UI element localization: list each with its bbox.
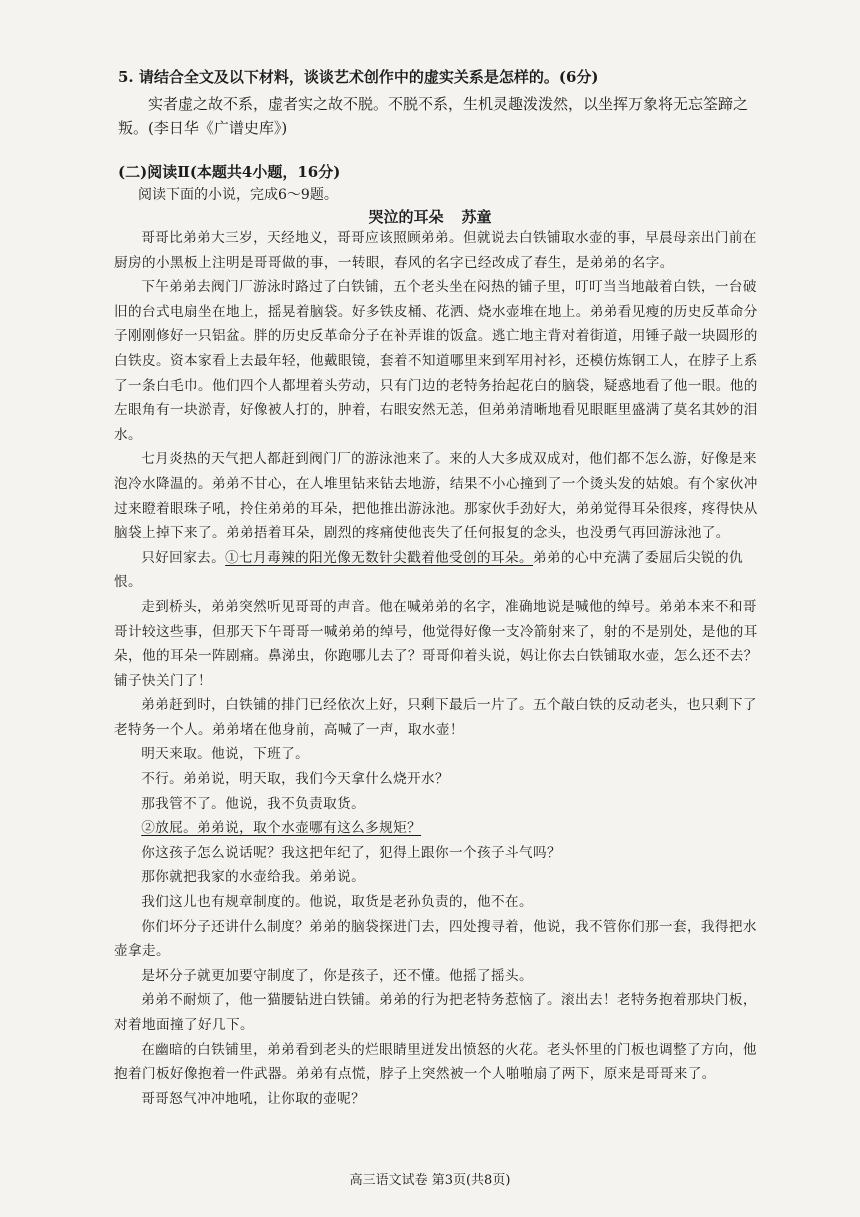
question-5-prompt: 5. 请结合全文及以下材料，谈谈艺术创作中的虚实关系是怎样的。(6分) (118, 68, 599, 86)
underlined-sentence-1: ①七月毒辣的阳光像无数针尖戳着他受创的耳朵。 (225, 549, 534, 566)
paragraph: 走到桥头，弟弟突然听见哥哥的声音。他在喊弟弟的名字，准确地说是喊他的绰号。弟弟本来不和哥哥计较这些事，但那天下午哥哥一喊弟弟的绰号，他觉得好像一支冷箭射来了，射的不是别处，是他的耳朵，他的耳朵一阵剧痛。鼻涕虫，你跑哪儿去了？哥哥仰着头说，妈让你去白铁铺取水壶，怎么还不去？铺子快关门了！ (114, 598, 758, 689)
paragraph: 我们这儿也有规章制度的。他说，取货是老孙负责的，他不在。 (141, 894, 534, 911)
paragraph: 下午弟弟去阀门厂游泳时路过了白铁铺，五个老头坐在闷热的铺子里，叮叮当当地敲着白铁，一台破旧的台式电扇坐在地上，摇晃着脑袋。好多铁皮桶、花洒、烧水壶堆在地上。弟弟看见瘦的历史反革命分子刚刚修好一只铝盆。胖的历史反革命分子在补弄谁的饭盒。逃亡地主背对着街道，用锤子敲一块圆形的白铁皮。资本家看上去最年轻，他戴眼镜，套着不知道哪里来到军用衬衫，还模仿炼钢工人，在脖子上系了一条白毛巾。他们四个人都埋着头劳动，只有门边的老特务抬起花白的脑袋，疑惑地看了他一眼。他的左眼角有一块淤青，好像被人打的，肿着，右眼安然无恙，但弟弟清晰地看见眼眶里盛满了莫名其妙的泪水。 (114, 279, 758, 443)
paragraph (114, 546, 764, 595)
paragraph: 明天来取。他说，下班了。 (141, 746, 310, 763)
paragraph: 你们坏分子还讲什么制度？弟弟的脑袋探进门去，四处搜寻着，他说，我不管你们那一套，我得把水壶拿走。 (114, 918, 757, 960)
underlined-sentence-2: ②放屁。弟弟说，取个水壶哪有这么多规矩？ (141, 820, 422, 837)
paragraph: 哥哥怒气冲冲地吼，让你取的壶呢？ (141, 1090, 366, 1107)
paragraph: 七月炎热的天气把人都赶到阀门厂的游泳池来了。来的人大多成双成对，他们都不怎么游，好像是来泡冷水降温的。弟弟不甘心，在人堆里钻来钻去地游，结果不小心撞到了一个烫头发的姑娘。有个家伙冲过来瞪着眼珠子吼，拎住弟弟的耳朵，把他推出游泳池。那家伙手劲好大，弟弟觉得耳朵很疼，疼得快从脑袋上掉下来了。弟弟捂着耳朵，剧烈的疼痛使他丧失了任何报复的念头，也没勇气再回游泳池了。 (114, 451, 758, 542)
section-instruction: 阅读下面的小说，完成6～9题。 (138, 187, 338, 203)
paragraph: 不行。弟弟说，明天取，我们今天拿什么烧开水？ (141, 771, 450, 788)
story-author: 苏童 (461, 208, 492, 226)
paragraph: 弟弟不耐烦了，他一猫腰钻进白铁铺。弟弟的行为把老特务惹恼了。滚出去！老特务抱着那块门板，对着地面撞了好几下。 (114, 992, 757, 1033)
paragraph: 那我管不了。他说，我不负责取货。 (141, 795, 366, 812)
story-body (114, 226, 764, 1111)
paragraph: 哥哥比弟弟大三岁，天经地义，哥哥应该照顾弟弟。但就说去白铁铺取水壶的事，早晨母亲出门前在厨房的小黑板上注明是哥哥做的事，一转眼，春风的名字已经改成了春生，是弟弟的名字。 (114, 230, 757, 271)
paragraph-text: 只好回家去。 (141, 549, 226, 566)
paragraph: 那你就把我家的水壶给我。弟弟说。 (141, 869, 366, 886)
story-title-line (0, 206, 860, 227)
paragraph: 在幽暗的白铁铺里，弟弟看到老头的烂眼睛里迸发出愤怒的火花。老头怀里的门板也调整了方向，他抱着门板好像抱着一件武器。弟弟有点慌，脖子上突然被一个人啪啪扇了两下，原来是哥哥来了。 (114, 1041, 757, 1083)
paragraph: 是坏分子就更加要守制度了，你是孩子，还不懂。他摇了摇头。 (141, 967, 534, 984)
story-title: 哭泣的耳朵 (368, 208, 444, 226)
paragraph (114, 816, 764, 841)
paragraph: 弟弟赶到时，白铁铺的排门已经依次上好，只剩下最后一片了。五个敲白铁的反动老头，也只剩下了老特务一个人。弟弟堵在他身前，高喊了一声，取水壶！ (114, 697, 757, 738)
page-footer: 高三语文试卷 第3页(共8页) (349, 1173, 511, 1188)
paragraph-text: 弟弟的心中充满了委屈后尖锐的仇恨。 (114, 549, 743, 591)
paragraph: 你这孩子怎么说话呢？我这把年纪了，犯得上跟你一个孩子斗气吗？ (141, 844, 561, 861)
section-heading: (二)阅读Ⅱ(本题共4小题，16分) (118, 163, 341, 181)
question-5-quote: 实者虚之故不系，虚者实之故不脱。不脱不系，生机灵趣泼泼然，以坐挥万象将无忘筌蹄之叛。(李日华《广谱史库》) (118, 95, 749, 137)
